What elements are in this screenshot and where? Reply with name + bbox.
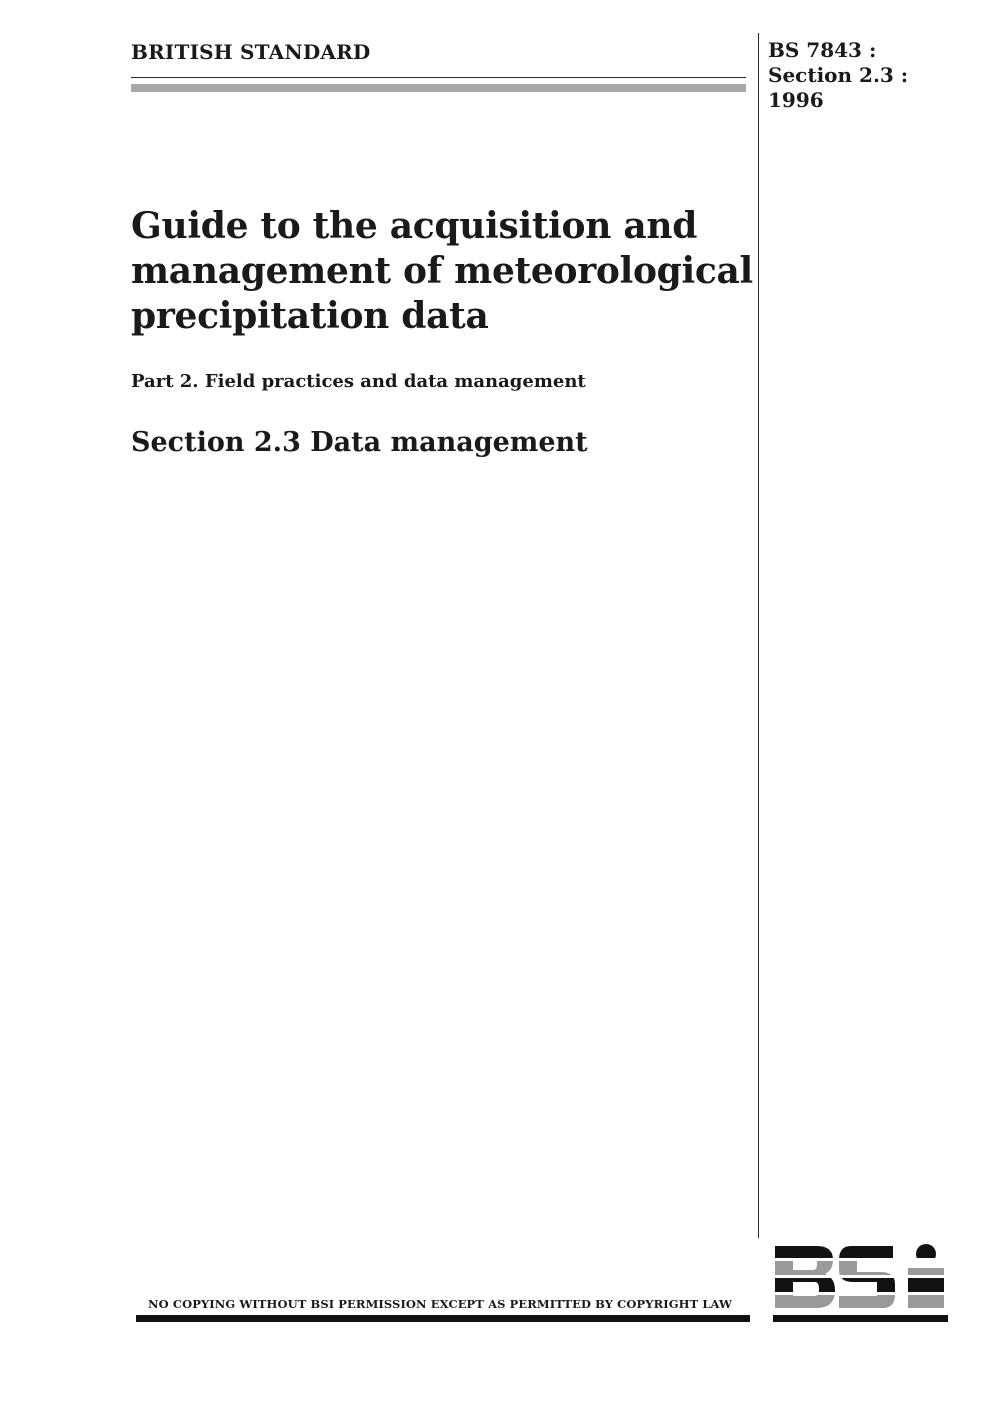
title-line: Guide to the acquisition and bbox=[131, 205, 698, 247]
title-line: precipitation data bbox=[131, 295, 489, 337]
document-type-label: BRITISH STANDARD bbox=[131, 40, 371, 64]
bsi-logo bbox=[773, 1244, 949, 1310]
footer-rule bbox=[136, 1315, 750, 1322]
standard-number-line: Section 2.3 : bbox=[768, 63, 909, 87]
title-line: management of meteorological bbox=[131, 250, 753, 292]
section-title: Section 2.3 Data management bbox=[131, 427, 588, 458]
part-title: Part 2. Field practices and data management bbox=[131, 371, 586, 392]
copyright-notice: NO COPYING WITHOUT BSI PERMISSION EXCEPT AS PERMITTED BY COPYRIGHT LAW bbox=[148, 1297, 733, 1311]
header-rule-grey bbox=[131, 84, 746, 92]
standard-number-line: 1996 bbox=[768, 88, 824, 112]
vertical-divider bbox=[758, 33, 759, 1238]
standard-number bbox=[768, 38, 908, 113]
document-title bbox=[131, 204, 753, 339]
logo-underline-rule bbox=[773, 1315, 948, 1322]
header-rule-thin bbox=[131, 77, 746, 78]
standard-number-line: BS 7843 : bbox=[768, 38, 877, 62]
